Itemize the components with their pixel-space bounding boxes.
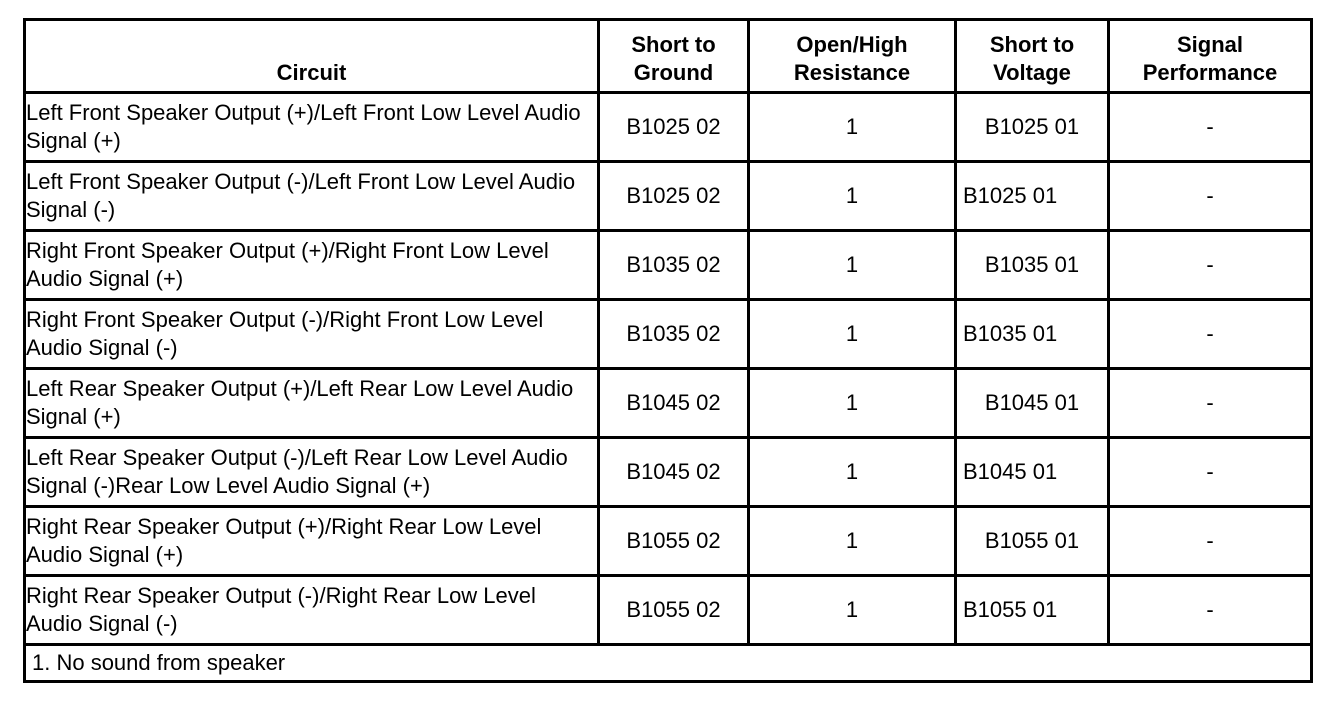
header-short-to-voltage: Short to Voltage	[956, 20, 1109, 93]
table-row	[25, 438, 1312, 507]
table-row	[25, 576, 1312, 645]
circuit-cell: Left Rear Speaker Output (-)/Left Rear Low Level Audio Signal (-)Rear Low Level Audio Signal (+)	[25, 438, 599, 507]
signal-performance-cell: -	[1109, 576, 1312, 645]
signal-performance-cell: -	[1109, 438, 1312, 507]
header-signal-performance: Signal Performance	[1109, 20, 1312, 93]
signal-performance-cell: -	[1109, 162, 1312, 231]
short-to-ground-cell: B1025 02	[599, 162, 749, 231]
circuit-cell: Left Rear Speaker Output (+)/Left Rear Low Level Audio Signal (+)	[25, 369, 599, 438]
circuit-cell: Right Front Speaker Output (-)/Right Front Low Level Audio Signal (-)	[25, 300, 599, 369]
signal-performance-cell: -	[1109, 507, 1312, 576]
short-to-ground-cell: B1055 02	[599, 507, 749, 576]
short-to-voltage-cell: B1035 01	[956, 231, 1109, 300]
short-to-ground-cell: B1035 02	[599, 300, 749, 369]
table-row	[25, 507, 1312, 576]
circuit-cell: Right Rear Speaker Output (+)/Right Rear Low Level Audio Signal (+)	[25, 507, 599, 576]
circuit-cell: Left Front Speaker Output (+)/Left Front Low Level Audio Signal (+)	[25, 93, 599, 162]
short-to-voltage-cell: B1045 01	[956, 438, 1109, 507]
signal-performance-cell: -	[1109, 231, 1312, 300]
table-row	[25, 231, 1312, 300]
circuit-cell: Left Front Speaker Output (-)/Left Front Low Level Audio Signal (-)	[25, 162, 599, 231]
footnote: 1. No sound from speaker	[25, 645, 1312, 682]
circuit-cell: Right Front Speaker Output (+)/Right Front Low Level Audio Signal (+)	[25, 231, 599, 300]
open-high-resistance-cell: 1	[749, 231, 956, 300]
short-to-voltage-cell: B1045 01	[956, 369, 1109, 438]
short-to-ground-cell: B1025 02	[599, 93, 749, 162]
short-to-voltage-cell: B1055 01	[956, 576, 1109, 645]
dtc-table	[23, 18, 1313, 683]
open-high-resistance-cell: 1	[749, 300, 956, 369]
table-row	[25, 369, 1312, 438]
header-row	[25, 20, 1312, 93]
signal-performance-cell: -	[1109, 93, 1312, 162]
open-high-resistance-cell: 1	[749, 162, 956, 231]
open-high-resistance-cell: 1	[749, 369, 956, 438]
open-high-resistance-cell: 1	[749, 438, 956, 507]
short-to-ground-cell: B1045 02	[599, 438, 749, 507]
short-to-ground-cell: B1035 02	[599, 231, 749, 300]
short-to-voltage-cell: B1035 01	[956, 300, 1109, 369]
signal-performance-cell: -	[1109, 369, 1312, 438]
short-to-voltage-cell: B1055 01	[956, 507, 1109, 576]
header-circuit: Circuit	[25, 20, 599, 93]
open-high-resistance-cell: 1	[749, 507, 956, 576]
footnote-row	[25, 645, 1312, 682]
table-row	[25, 93, 1312, 162]
header-open-high-resistance: Open/High Resistance	[749, 20, 956, 93]
table-row	[25, 300, 1312, 369]
table-header	[25, 20, 1312, 93]
circuit-cell: Right Rear Speaker Output (-)/Right Rear Low Level Audio Signal (-)	[25, 576, 599, 645]
open-high-resistance-cell: 1	[749, 93, 956, 162]
open-high-resistance-cell: 1	[749, 576, 956, 645]
short-to-voltage-cell: B1025 01	[956, 162, 1109, 231]
short-to-ground-cell: B1045 02	[599, 369, 749, 438]
short-to-ground-cell: B1055 02	[599, 576, 749, 645]
short-to-voltage-cell: B1025 01	[956, 93, 1109, 162]
signal-performance-cell: -	[1109, 300, 1312, 369]
header-short-to-ground: Short to Ground	[599, 20, 749, 93]
table-body	[25, 93, 1312, 682]
table-row	[25, 162, 1312, 231]
